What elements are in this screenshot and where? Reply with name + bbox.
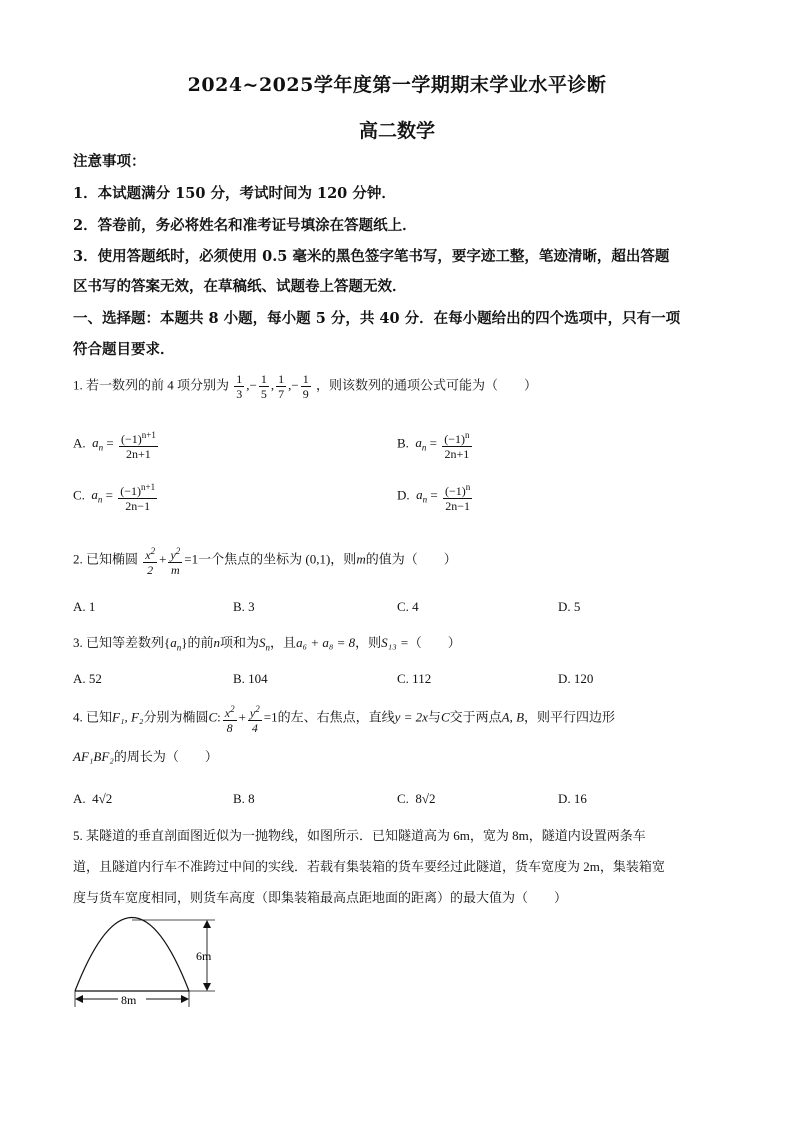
q2-option-b: B. 3 bbox=[233, 599, 255, 614]
q2-option-d: D. 5 bbox=[558, 599, 581, 614]
q1-prefix: 1. 若一数列的前 4 项分别为 bbox=[73, 377, 230, 393]
tunnel-parabola-diagram bbox=[70, 915, 230, 1015]
section-heading: 一、选择题：本题共 8 小题，每小题 5 分，共 40 分．在每小题给出的四个选项中，只有一项 bbox=[73, 310, 681, 327]
q3-option-d: D. 120 bbox=[558, 671, 594, 686]
question-1: 1. 若一数列的前 4 项分别为 $\frac{1}{3}$ ,− $\frac{1}{5}$ , $\frac{1}{7}$ ,− $\frac{1}{9}$ ，则该数列的通项公式可能为（ ） bbox=[73, 372, 537, 401]
question-5-line-1: 5. 某隧道的垂直剖面图近似为一抛物线，如图所示．已知隧道高为 6m，宽为 8m，隧道内设置两条车 bbox=[73, 828, 646, 843]
exam-title: 2024~2025学年度第一学期期末学业水平诊断 bbox=[187, 74, 607, 96]
note-item-3: 3．使用答题纸时，必须使用 0.5 毫米的黑色签字笔书写，要字迹工整，笔迹清晰，超出答题 bbox=[73, 248, 670, 265]
question-4: 4. 已知F₁, F₂分别为椭圆C: $\frac{x^2}{8}$ + $\frac{y^2}{4}$ =1的左、右焦点，直线y = 2x与C交于两点A, B，则平行四边形 bbox=[73, 704, 616, 735]
question-5-line-2: 道，且隧道内行车不准跨过中间的实线．若载有集装箱的货车要经过此隧道，货车宽度为 2m，集装箱宽 bbox=[73, 859, 665, 874]
q1-option-d: D. $a_n$ = $\frac{(-1)^n}{2n-1}$ bbox=[397, 482, 471, 513]
q2-option-c: C. 4 bbox=[397, 599, 419, 614]
width-label: 8m bbox=[121, 993, 137, 1007]
question-3: 3. 已知等差数列$\{a_n\}$的前n项和为$S_n$，且a₆ + a₈ = 8，则S₁₃ =（ ） bbox=[73, 635, 461, 653]
question-5-line-3: 度与货车宽度相同，则货车高度（即集装箱最高点距地面的距离）的最大值为（ ） bbox=[73, 890, 568, 905]
q4-option-b: B. 8 bbox=[233, 791, 255, 806]
height-label: 6m bbox=[196, 949, 212, 963]
q1-suffix: ，则该数列的通项公式可能为（ ） bbox=[315, 377, 537, 393]
notes-heading: 注意事项： bbox=[73, 153, 146, 170]
exam-subject: 高二数学 bbox=[358, 120, 435, 142]
q3-option-b: B. 104 bbox=[233, 671, 268, 686]
q4-option-c: C. 8√2 bbox=[397, 791, 436, 806]
note-item-3-cont: 区书写的答案无效，在草稿纸、试题卷上答题无效． bbox=[73, 278, 407, 295]
q3-option-c: C. 112 bbox=[397, 671, 432, 686]
section-heading-cont: 符合题目要求． bbox=[73, 341, 175, 358]
question-4-cont: AF₁BF₂的周长为（ ） bbox=[73, 749, 218, 764]
q4-option-d: D. 16 bbox=[558, 791, 587, 806]
height-arrow-top bbox=[203, 920, 211, 928]
note-item-1: 1．本试题满分 150 分，考试时间为 120 分钟． bbox=[73, 185, 396, 202]
height-arrow-bottom bbox=[203, 983, 211, 991]
parabola-curve bbox=[75, 918, 189, 992]
width-arrow-right bbox=[181, 995, 189, 1003]
q2-option-a: A. 1 bbox=[73, 599, 96, 614]
q3-option-a: A. 52 bbox=[73, 671, 102, 686]
note-item-2: 2．答卷前，务必将姓名和准考证号填涂在答题纸上． bbox=[73, 217, 417, 234]
q1-option-a: A. $a_n$ = $\frac{(-1)^{n+1}}{2n+1}$ bbox=[73, 430, 156, 461]
width-arrow-left bbox=[75, 995, 83, 1003]
q1-option-b: B. $a_n$ = $\frac{(-1)^n}{2n+1}$ bbox=[397, 430, 470, 461]
q4-option-a: A. 4√2 bbox=[73, 791, 113, 806]
question-2: 2. 已知椭圆 $\frac{x^2}{2}$ + $\frac{y^2}{m}$ =1一个焦点的坐标为 (0,1)，则m的值为（ ） bbox=[73, 546, 457, 577]
q1-option-c: C. $a_n$ = $\frac{(-1)^{n+1}}{2n-1}$ bbox=[73, 482, 156, 513]
